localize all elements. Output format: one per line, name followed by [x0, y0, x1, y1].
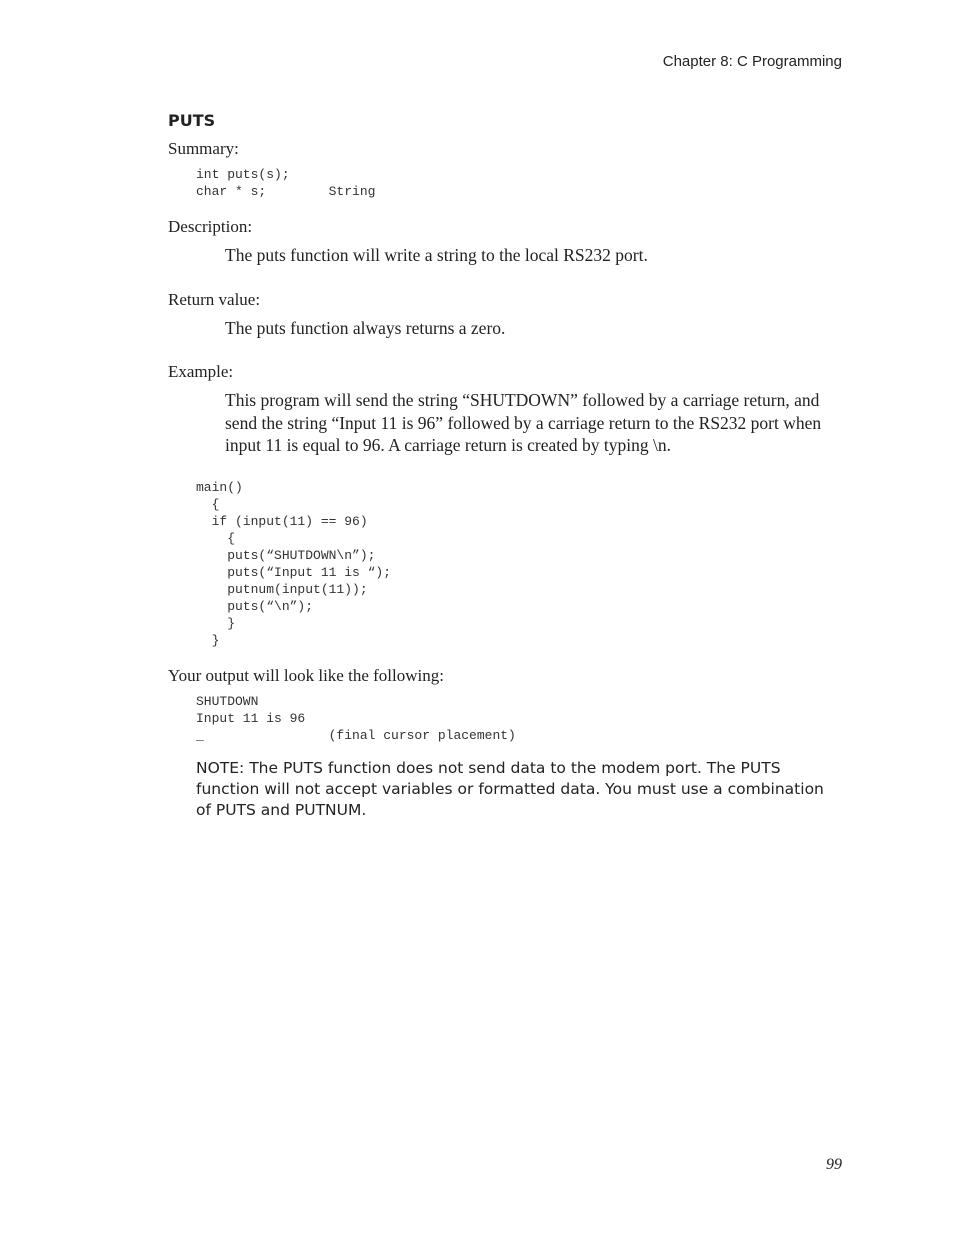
note-text: NOTE: The PUTS function does not send data to the modem port. The PUTS function will not accept variables or formatted data. You must use a combination of PUTS and PUTNUM.	[196, 758, 824, 819]
example-code: main() { if (input(11) == 96) { puts(“SHUTDOWN\n”); puts(“Input 11 is “); putnum(input(11)); puts(“\n”); } }	[196, 479, 392, 648]
example-text: This program will send the string “SHUTDOWN” followed by a carriage return, and send the string “Input 11 is 96” followed by a carriage return to the RS232 port when input 11 is equal to 96. A carriage return is created by typing \n.	[225, 390, 822, 455]
running-header: Chapter 8: C Programming	[662, 53, 842, 70]
return-value-text: The puts function always returns a zero.	[225, 317, 506, 338]
example-label: Example:	[168, 362, 234, 381]
main-content	[168, 110, 848, 821]
description-label: Description:	[168, 217, 253, 236]
section-title: PUTS	[168, 111, 216, 130]
summary-label: Summary:	[168, 139, 239, 158]
page-number: 99	[826, 1156, 842, 1173]
output-label: Your output will look like the following:	[168, 665, 444, 685]
return-value-label: Return value:	[168, 289, 261, 309]
output-code: SHUTDOWN Input 11 is 96 _ (final cursor placement)	[196, 693, 516, 743]
description-text: The puts function will write a string to the local RS232 port.	[225, 245, 648, 265]
summary-code: int puts(s); char * s; String	[196, 167, 376, 199]
